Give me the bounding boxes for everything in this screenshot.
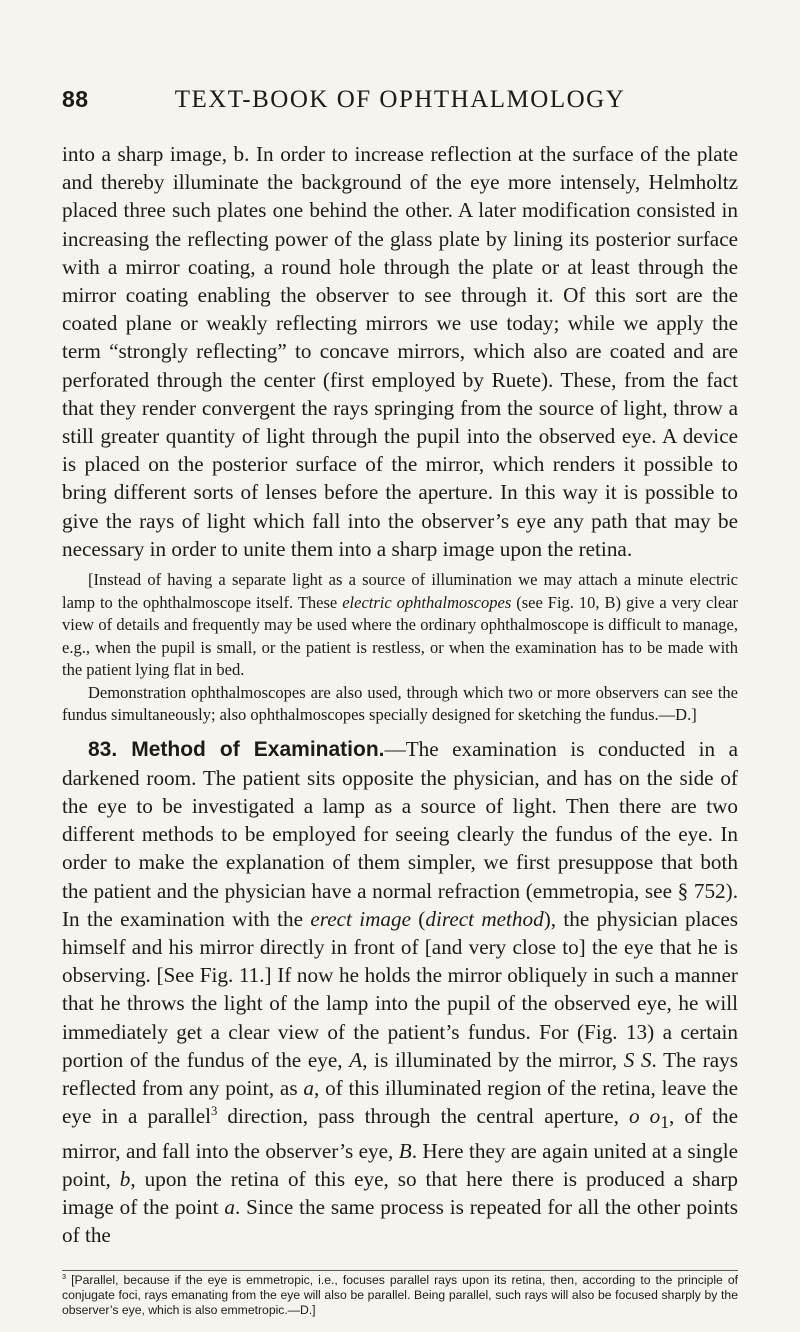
section-heading: 83. Method of Examination. xyxy=(88,737,385,761)
section-text: direction, pass through the central aperture, xyxy=(217,1104,629,1129)
footnote-ref: 3 xyxy=(210,1104,218,1119)
section-text: . Since the same process is repeated for all the other points of the xyxy=(62,1195,738,1248)
editor-note-electric-ophthalmoscopes xyxy=(62,569,738,682)
note-text: (see Fig. 10, B) give a very clear view of details and frequently may be used where the ordinary ophthalmoscope is difficult to manage, e.g., when the pupil is small, or the patient is restless, or when the examination has to be made with the patient lying flat in bed. xyxy=(62,592,738,680)
section-text: , of this illuminated region of the retina, leave the eye in a parallel xyxy=(62,1075,738,1129)
footnote xyxy=(62,1273,738,1317)
label-o-o1: o o xyxy=(628,1104,661,1129)
label-a: a xyxy=(224,1195,235,1220)
label-a: a xyxy=(303,1075,314,1100)
footnote-text: [Parallel, because if the eye is emmetropic, i.e., focuses parallel rays upon its retina, then, according to the principle of conjugate foci, rays emanating from the eye will also be parallel. Being parallel, such rays will also be focused sharply by the observer’s eye, which is also emmetropic.—D.] xyxy=(62,1273,738,1317)
section-text: , upon the retina of this eye, so that here there is produced a sharp image of the point xyxy=(62,1166,738,1220)
term-direct-method: direct method xyxy=(425,906,544,931)
term-erect-image: erect image xyxy=(310,906,411,931)
paragraph-continued: into a sharp image, b. In order to increase reflection at the surface of the plate and thereby illuminate the background of the eye more intensely, Helmholtz placed three such plates one behind the other. A later modification consisted in increasing the reflecting power of the glass plate by lining its posterior surface with a mirror coating, a round hole through the plate or at least through the mirror coating enabling the observer to see through it. Of this sort are the coated plane or weakly reflecting mirrors we use today; while we apply the term “strongly reflecting” to concave mirrors, which also are coated and are perforated through the center (first employed by Ruete). These, from the fact that they render convergent the rays springing from the source of light, throw a still greater quantity of light through the pupil into the observed eye. A device is placed on the posterior surface of the mirror, which renders it possible to bring different sorts of lenses before the aperture. In this way it is possible to give the rays of light which fall into the observer’s eye any path that may be necessary in order to unite them into a sharp image upon the retina. xyxy=(62,142,738,561)
label-subscript: 1 xyxy=(660,1112,670,1133)
section-83 xyxy=(62,735,738,1250)
page-number: 88 xyxy=(62,86,89,112)
label-A: A xyxy=(349,1047,363,1072)
footnote-divider xyxy=(62,1270,738,1271)
section-text: ), the physician places himself and his mirror directly in front of [and very close to] the eye that he is observing. [See Fig. 11.] If now he holds the mirror obliquely in such a manner that he throws the light of the lamp into the pupil of the observed eye, he will immediately get a clear view of the patient’s fundus. For (Fig. 13) a certain portion of the fundus of the eye, xyxy=(62,906,738,1072)
label-B: B xyxy=(398,1138,412,1163)
note-text: [Instead of having a separate light as a source of illumination we may attach a minute electric lamp to the ophthalmoscope itself. These xyxy=(62,570,738,612)
section-text: —The examination is conducted in a darkened room. The patient sits opposite the physician, and has on the side of the eye to be investigated a lamp as a source of light. Then there are two different methods to be employed for seeing clearly the fundus of the eye. In order to make the explanation of them simpler, we first presuppose that both the patient and the physician have a normal refraction (emmetropia, see § 752). In the examination with the xyxy=(62,736,738,931)
section-text: . Here they are again united at a single point, xyxy=(62,1138,739,1191)
label-S-S: S S xyxy=(623,1047,652,1072)
page-header xyxy=(62,86,738,120)
label-b: b xyxy=(119,1166,131,1191)
section-text: , of the mirror, and fall into the observer’s eye, xyxy=(62,1104,738,1163)
editor-note-demonstration: Demonstration ophthalmoscopes are also used, through which two or more observers can see the fundus simultaneously; also ophthalmoscopes specially designed for sketching the fundus.—D.] xyxy=(62,682,738,725)
section-text: ( xyxy=(411,906,426,931)
section-text: , is illuminated by the mirror, xyxy=(362,1047,624,1072)
running-head: TEXT-BOOK OF OPHTHALMOLOGY xyxy=(174,86,626,113)
section-text: . The rays reflected from any point, as xyxy=(62,1047,738,1100)
page-body xyxy=(62,140,738,1249)
note-emphasis: electric ophthalmoscopes xyxy=(342,592,512,612)
footnote-marker: 3 xyxy=(62,1271,67,1281)
